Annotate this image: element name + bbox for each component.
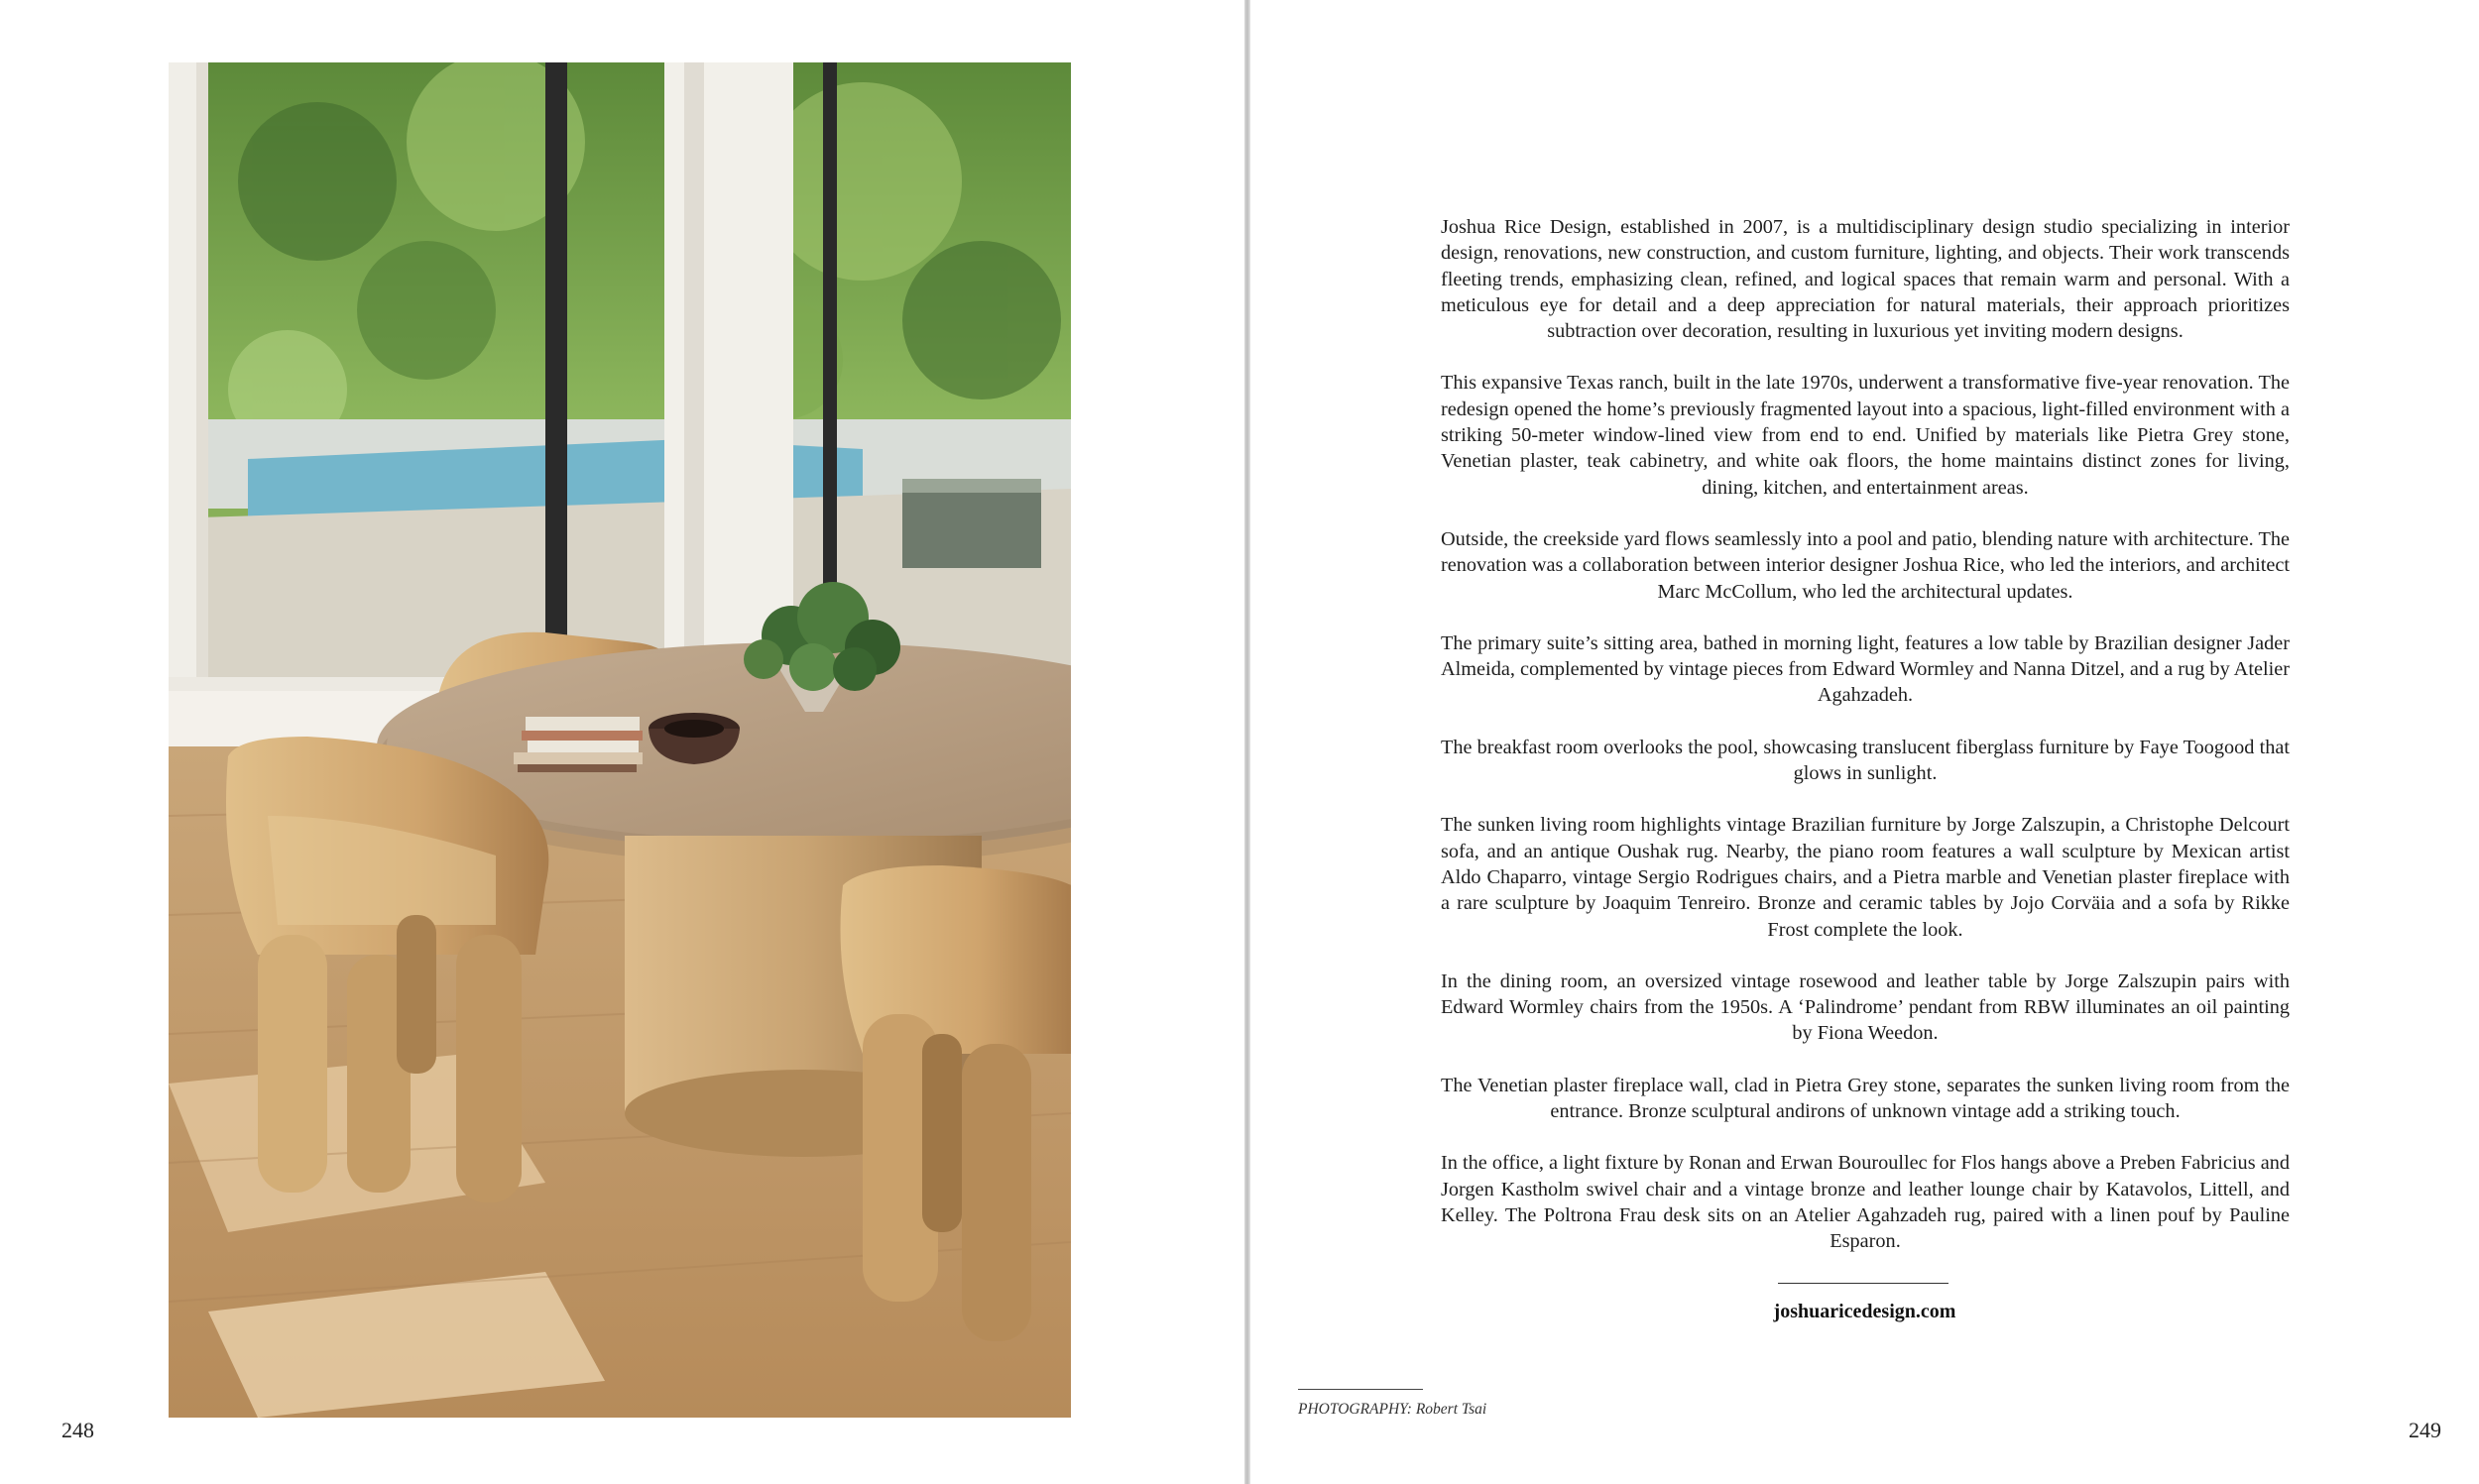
paragraph-dining-room: In the dining room, an oversized vintage rosewood and leather table by Jorge Zalszupin pairs with Edward Wormley chairs from the 1950s. A ‘Palindrome’ pendant from RBW illuminates an oil painting by Fiona Weedon. (1441, 970, 2290, 1045)
photo-credit: PHOTOGRAPHY: Robert Tsai (1298, 1401, 1487, 1418)
paragraph-ranch-renovation: This expansive Texas ranch, built in the late 1970s, underwent a transformative five-year renovation. The redesign opened the home’s previously fragmented layout into a spacious, light-filled environment with a striking 50-meter window-lined view from end to end. Unified by materials like Pietra Grey stone, Venetian plaster, teak cabinetry, and white oak floors, the home maintains distinct zones for living, dining, kitchen, and entertainment areas. (1441, 372, 2290, 499)
right-page (1250, 0, 2479, 1484)
dining-room-photo (169, 62, 1071, 1418)
paragraph-studio-intro: Joshua Rice Design, established in 2007, is a multidisciplinary design studio specializing in interior design, renovations, new construction, and custom furniture, lighting, and objects. Their work transcends fleeting trends, emphasizing clean, refined, and logical spaces that remain warm and personal. With a meticulous eye for detail and a deep appreciation for natural materials, their approach prioritizes subtraction over decoration, resulting in luxurious yet inviting modern designs. (1441, 216, 2290, 343)
page-number-left: 248 (61, 1418, 94, 1442)
paragraph-fireplace: The Venetian plaster fireplace wall, clad in Pietra Grey stone, separates the sunken living room from the entrance. Bronze sculptural andirons of unknown vintage add a striking touch. (1441, 1074, 2290, 1123)
page-number-right: 249 (2409, 1418, 2441, 1442)
photo-illustration (169, 62, 1071, 1418)
book-stack (514, 717, 643, 772)
paragraph-outdoors: Outside, the creekside yard flows seamlessly into a pool and patio, blending nature with architecture. The renovation was a collaboration between interior designer Joshua Rice, who led the interiors, and architect Marc McCollum, who led the architectural updates. (1441, 527, 2290, 603)
window-mullion (545, 62, 567, 677)
paragraph-office: In the office, a light fixture by Ronan and Erwan Bouroullec for Flos hangs above a Preben Fabricius and Jorgen Kastholm swivel chair and a vintage bronze and leather lounge chair by Katavolos, Littell, and Kelley. The Poltrona Frau desk sits on an Atelier Agahzadeh rug, paired with a linen pouf by Pauline Esparon. (1441, 1152, 2290, 1253)
front-chair-left (226, 737, 548, 1202)
paragraph-primary-suite: The primary suite’s sitting area, bathed in morning light, features a low table by Brazilian designer Jader Almeida, complemented by vintage pieces from Edward Wormley and Nanna Ditzel, and a rug by Atelier Agahzadeh. (1441, 631, 2290, 707)
credit-divider (1298, 1389, 1423, 1390)
section-divider (1778, 1283, 1948, 1284)
outdoor-planter (902, 489, 1041, 568)
website-url: joshuaricedesign.com (1773, 1301, 1956, 1322)
planter-rim (902, 479, 1041, 493)
article-body (1441, 214, 2290, 1281)
paragraph-breakfast-room: The breakfast room overlooks the pool, showcasing translucent fiberglass furniture by Faye Toogood that glows in sunlight. (1441, 736, 2290, 785)
paragraph-living-room: The sunken living room highlights vintage Brazilian furniture by Jorge Zalszupin, a Christophe Delcourt sofa, and an antique Oushak rug. Nearby, the piano room features a wall sculpture by Mexican artist Aldo Chaparro, vintage Sergio Rodrigues chairs, and a Pietra marble and Venetian plaster fireplace with a rare sculpture by Joaquim Tenreiro. Bronze and ceramic tables by Jojo Corväia and a sofa by Rikke Frost complete the look. (1441, 814, 2290, 941)
